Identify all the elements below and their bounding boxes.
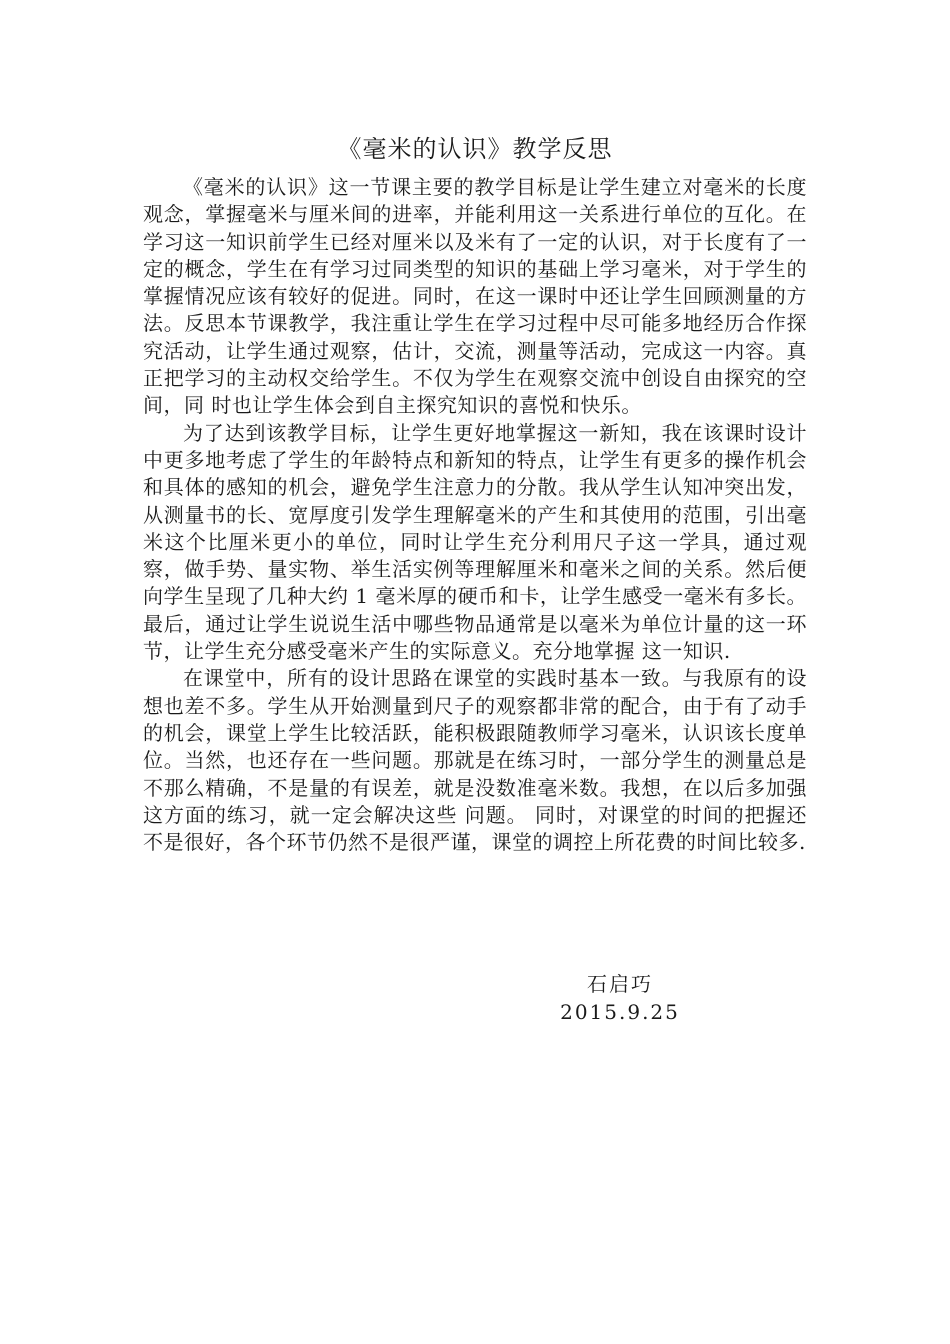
signature-block: [560, 970, 680, 1026]
paragraph-1: 《毫米的认识》这一节课主要的教学目标是让学生建立对毫米的长度观念，掌握毫米与厘米间的进率，并能利用这一关系进行单位的互化。在学习这一知识前学生已经对厘米以及米有了一定的认识，对于长度有了一定的概念，学生在有学习过同类型的知识的基础上学习毫米，对于学生的掌握情况应该有较好的促进。同时，在这一课时中还让学生回顾测量的方法。反思本节课教学，我注重让学生在学习过程中尽可能多地经历合作探究活动，让学生通过观察，估计，交流，测量等活动，完成这一内容。真正把学习的主动权交给学生。不仅为学生在观察交流中创设自由探究的空间，同 时也让学生体会到自主探究知识的喜悦和快乐。: [143, 175, 807, 418]
signature-date: 2015.9.25: [560, 1000, 680, 1024]
author-name: 石启巧: [587, 972, 653, 996]
document-title: 《毫米的认识》教学反思: [337, 135, 613, 163]
document-body: [143, 174, 807, 856]
paragraph-2: 为了达到该教学目标，让学生更好地掌握这一新知，我在该课时设计中更多地考虑了学生的年龄特点和新知的特点，让学生有更多的操作机会和具体的感知的机会，避免学生注意力的分散。我从学生认知冲突出发，从测量书的长、宽厚度引发学生理解毫米的产生和其使用的范围，引出毫米这个比厘米更小的单位，同时让学生充分利用尺子这一学具，通过观察，做手势、量实物、举生活实例等理解厘米和毫米之间的关系。然后便向学生呈现了几种大约 1 毫米厚的硬币和卡，让学生感受一毫米有多长。最后，通过让学生说说生活中哪些物品通常是以毫米为单位计量的这一环节，让学生充分感受毫米产生的实际意义。充分地掌握 这一知识.: [143, 420, 807, 664]
paragraph-3: 在课堂中，所有的设计思路在课堂的实践时基本一致。与我原有的设想也差不多。学生从开始测量到尺子的观察都非常的配合，由于有了动手的机会，课堂上学生比较活跃，能积极跟随教师学习毫米，认识该长度单位。当然，也还存在一些问题。那就是在练习时，一部分学生的测量总是不那么精确，不是量的有误差，就是没数准毫米数。我想，在以后多加强这方面的练习，就一定会解决这些 问题。 同时，对课堂的时间的把握还不是很好，各个环节仍然不是很严谨，课堂的调控上所花费的时间比较多.: [143, 666, 807, 855]
